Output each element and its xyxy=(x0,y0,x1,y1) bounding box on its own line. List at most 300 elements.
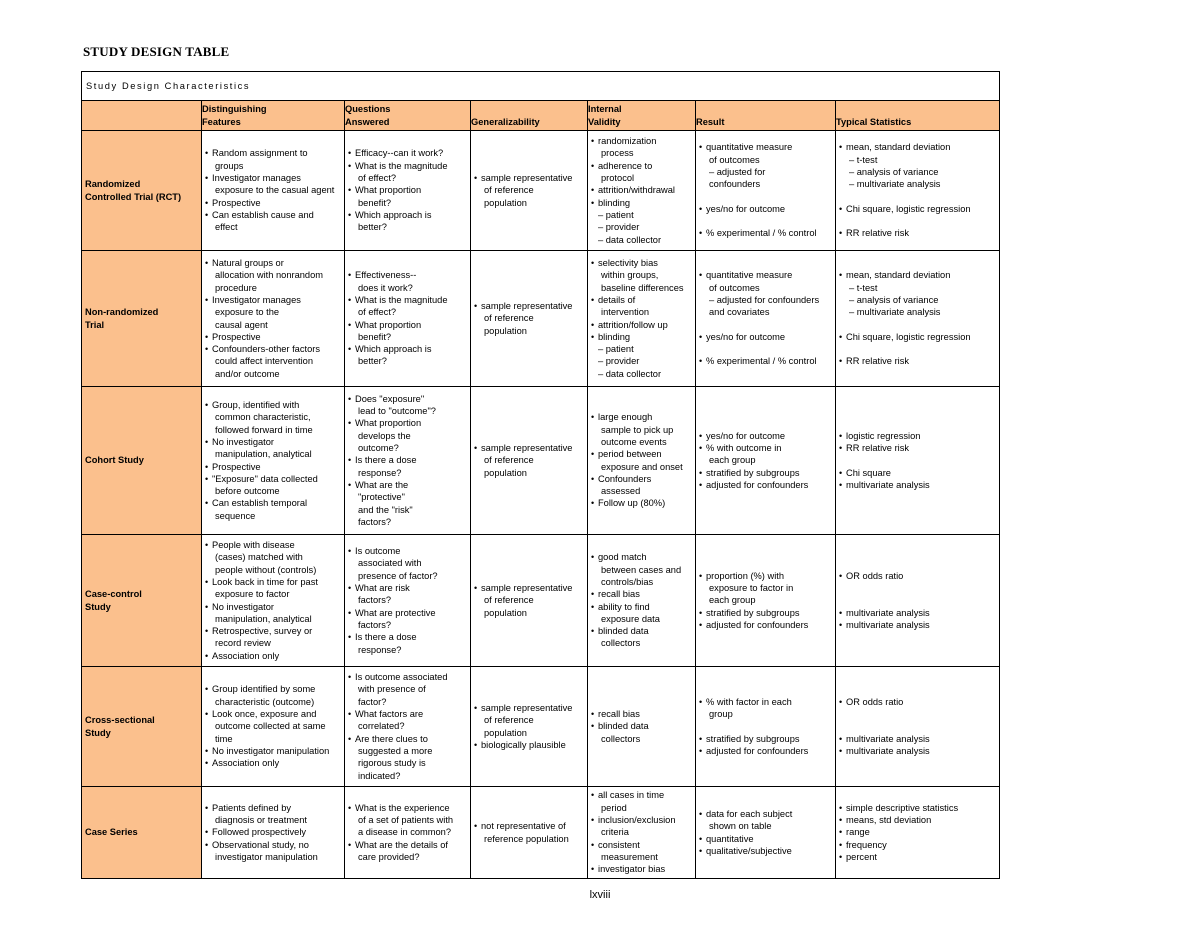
bullet-continuation: and covariates xyxy=(709,307,770,318)
table-cell xyxy=(836,535,1000,667)
bullet-continuation: collectors xyxy=(601,733,641,744)
bullet-item: • Follow up (80%) xyxy=(591,497,692,509)
bullet-continuation: – patient xyxy=(598,209,634,220)
bullet-continuation: collectors xyxy=(601,638,641,649)
bullet-item: • Confounders-other factors xyxy=(205,343,341,355)
column-header xyxy=(82,101,202,131)
bullet-continuation: confounders xyxy=(709,179,761,190)
bullet-continuation: shown on table xyxy=(709,821,772,832)
table-cell xyxy=(471,667,588,787)
table-cell xyxy=(202,251,345,387)
column-header-line: Questions xyxy=(345,104,391,115)
bullet-continuation: exposure and onset xyxy=(601,461,683,472)
table-cell xyxy=(345,787,471,879)
table-row xyxy=(82,251,1000,387)
bullet-continuation: benefit? xyxy=(358,331,392,342)
bullet-continuation: sequence xyxy=(215,510,256,521)
bullet-continuation: better? xyxy=(358,222,387,233)
bullet-continuation: – provider xyxy=(598,356,640,367)
bullet-item: • quantitative measure xyxy=(699,269,832,281)
bullet-item: • stratified by subgroups xyxy=(699,733,832,745)
table-cell xyxy=(588,535,696,667)
bullet-continuation: group xyxy=(709,709,733,720)
table-cell xyxy=(836,251,1000,387)
bullet-item: • blinding xyxy=(591,197,692,209)
table-cell xyxy=(202,667,345,787)
bullet-continuation: of reference xyxy=(484,313,534,324)
bullet-continuation: care provided? xyxy=(358,851,420,862)
table-cell xyxy=(345,131,471,251)
bullet-item: • randomization xyxy=(591,135,692,147)
table-cell xyxy=(836,387,1000,535)
table-cell xyxy=(471,387,588,535)
row-label-line: Cross-sectional xyxy=(85,715,155,726)
bullet-item: • stratified by subgroups xyxy=(699,607,832,619)
spacer xyxy=(699,319,832,331)
bullet-item: • recall bias xyxy=(591,588,692,600)
bullet-continuation: investigator manipulation xyxy=(215,851,318,862)
bullet-item: • data for each subject xyxy=(699,808,832,820)
spacer xyxy=(839,594,996,606)
bullet-item: • Prospective xyxy=(205,331,341,343)
bullet-item: • consistent xyxy=(591,839,692,851)
bullet-item: • Association only xyxy=(205,757,341,769)
spacer xyxy=(839,191,996,203)
bullet-item: • OR odds ratio xyxy=(839,570,996,582)
bullet-continuation: presence of factor? xyxy=(358,570,438,581)
bullet-item: • proportion (%) with xyxy=(699,570,832,582)
bullet-item: • investigator bias xyxy=(591,863,692,875)
bullet-continuation: – t-test xyxy=(849,154,878,165)
bullet-item: • What is the magnitude xyxy=(348,294,467,306)
column-header-line: Internal xyxy=(588,104,622,115)
bullet-item: • Efficacy--can it work? xyxy=(348,147,467,159)
bullet-item: • sample representative xyxy=(474,300,584,312)
bullet-continuation: – adjusted for confounders xyxy=(709,294,820,305)
column-header-line xyxy=(82,116,201,128)
bullet-continuation: – analysis of variance xyxy=(849,166,939,177)
bullet-item: • OR odds ratio xyxy=(839,696,996,708)
table-cell xyxy=(696,251,836,387)
column-header xyxy=(696,101,836,131)
bullet-item: • Is outcome xyxy=(348,545,467,557)
bullet-item: • What proportion xyxy=(348,417,467,429)
bullet-continuation: suggested a more xyxy=(358,745,433,756)
bullet-item: • attrition/follow up xyxy=(591,319,692,331)
row-label-line: Randomized xyxy=(85,179,141,190)
column-header-row xyxy=(82,101,1000,131)
bullet-continuation: causal agent xyxy=(215,319,268,330)
bullet-item: • blinded data xyxy=(591,720,692,732)
bullet-continuation: a disease in common? xyxy=(358,827,452,838)
bullet-item: • recall bias xyxy=(591,708,692,720)
column-header-line xyxy=(82,103,201,115)
bullet-continuation: between cases and xyxy=(601,564,682,575)
table-cell xyxy=(345,535,471,667)
bullet-continuation: characteristic (outcome) xyxy=(215,696,315,707)
bullet-item: • Confounders xyxy=(591,473,692,485)
bullet-item: • Is there a dose xyxy=(348,631,467,643)
bullet-continuation: exposure to the casual agent xyxy=(215,185,335,196)
bullet-item: • sample representative xyxy=(474,702,584,714)
bullet-continuation: indicated? xyxy=(358,770,401,781)
bullet-item: • biologically plausible xyxy=(474,739,584,751)
table-cell xyxy=(696,131,836,251)
bullet-continuation: exposure to factor xyxy=(215,589,290,600)
table-cell xyxy=(588,251,696,387)
bullet-item: • percent xyxy=(839,851,996,863)
bullet-item: • What are the xyxy=(348,479,467,491)
bullet-item: • Chi square, logistic regression xyxy=(839,203,996,215)
bullet-item: • "Exposure" data collected xyxy=(205,473,341,485)
column-header-line xyxy=(471,103,587,115)
bullet-continuation: factor? xyxy=(358,696,387,707)
bullet-continuation: before outcome xyxy=(215,486,280,497)
table-cell xyxy=(345,251,471,387)
row-label xyxy=(82,667,202,787)
bullet-item: • No investigator xyxy=(205,601,341,613)
spacer xyxy=(839,319,996,331)
table-cell xyxy=(345,667,471,787)
bullet-item: • multivariate analysis xyxy=(839,479,996,491)
bullet-item: • adjusted for confounders xyxy=(699,619,832,631)
bullet-item: • Which approach is xyxy=(348,209,467,221)
bullet-item: • Look once, exposure and xyxy=(205,708,341,720)
row-label-line: Case Series xyxy=(85,827,138,838)
bullet-continuation: exposure to the xyxy=(215,307,280,318)
bullet-continuation: factors? xyxy=(358,516,392,527)
row-label xyxy=(82,535,202,667)
bullet-item: • ability to find xyxy=(591,601,692,613)
bullet-item: • adjusted for confounders xyxy=(699,479,832,491)
bullet-continuation: allocation with nonrandom xyxy=(215,270,324,281)
bullet-continuation: response? xyxy=(358,644,402,655)
table-row xyxy=(82,667,1000,787)
bullet-item: • Retrospective, survey or xyxy=(205,625,341,637)
bullet-item: • Can establish temporal xyxy=(205,497,341,509)
column-header-line: Features xyxy=(202,116,241,127)
bullet-continuation: – provider xyxy=(598,222,640,233)
column-header-line: Generalizability xyxy=(471,116,540,127)
bullet-item: • Followed prospectively xyxy=(205,826,341,838)
table-cell xyxy=(588,131,696,251)
table-row xyxy=(82,131,1000,251)
document-title: STUDY DESIGN TABLE xyxy=(83,44,230,59)
bullet-item: • Is there a dose xyxy=(348,454,467,466)
bullet-continuation: – t-test xyxy=(849,282,878,293)
row-label xyxy=(82,131,202,251)
table-cell xyxy=(202,387,345,535)
bullet-item: • RR relative risk xyxy=(839,227,996,239)
table-row xyxy=(82,787,1000,879)
bullet-continuation: groups xyxy=(215,160,244,171)
bullet-item: • yes/no for outcome xyxy=(699,331,832,343)
row-label-line: Study xyxy=(85,601,111,612)
bullet-item: • No investigator xyxy=(205,436,341,448)
bullet-item: • Look back in time for past xyxy=(205,576,341,588)
bullet-item: • qualitative/subjective xyxy=(699,845,832,857)
row-label xyxy=(82,251,202,387)
bullet-item: • sample representative xyxy=(474,582,584,594)
row-label-line: Controlled Trial (RCT) xyxy=(85,191,182,202)
bullet-continuation: population xyxy=(484,607,527,618)
bullet-item: • blinding xyxy=(591,331,692,343)
bullet-continuation: response? xyxy=(358,467,402,478)
bullet-item: • Observational study, no xyxy=(205,839,341,851)
table-row xyxy=(82,387,1000,535)
table-cell xyxy=(588,667,696,787)
bullet-continuation: assessed xyxy=(601,486,641,497)
bullet-item: • details of xyxy=(591,294,692,306)
bullet-item: • Can establish cause and xyxy=(205,209,341,221)
spacer xyxy=(699,720,832,732)
bullet-item: • multivariate analysis xyxy=(839,619,996,631)
bullet-continuation: better? xyxy=(358,356,387,367)
spacer xyxy=(839,720,996,732)
bullet-continuation: diagnosis or treatment xyxy=(215,815,307,826)
column-header xyxy=(836,101,1000,131)
bullet-continuation: with presence of xyxy=(358,684,426,695)
bullet-item: • period between xyxy=(591,448,692,460)
bullet-continuation: "protective" xyxy=(358,492,405,503)
bullet-item: • What are protective xyxy=(348,607,467,619)
bullet-continuation: baseline differences xyxy=(601,282,684,293)
table-heading: Study Design Characteristics xyxy=(82,72,1000,101)
spacer xyxy=(839,454,996,466)
bullet-continuation: each group xyxy=(709,595,756,606)
bullet-item: • multivariate analysis xyxy=(839,745,996,757)
table-cell xyxy=(696,667,836,787)
row-label-line: Cohort Study xyxy=(85,455,144,466)
table-cell xyxy=(836,787,1000,879)
bullet-item: • What proportion xyxy=(348,319,467,331)
row-label-line: Non-randomized xyxy=(85,307,159,318)
bullet-continuation: of reference xyxy=(484,595,534,606)
bullet-item: • % experimental / % control xyxy=(699,227,832,239)
table-cell xyxy=(202,787,345,879)
bullet-continuation: could affect intervention xyxy=(215,356,314,367)
bullet-item: • sample representative xyxy=(474,172,584,184)
bullet-continuation: process xyxy=(601,148,634,159)
bullet-continuation: factors? xyxy=(358,619,392,630)
table-cell xyxy=(471,787,588,879)
bullet-continuation: reference population xyxy=(484,833,569,844)
bullet-item: • Prospective xyxy=(205,461,341,473)
bullet-item: • Chi square, logistic regression xyxy=(839,331,996,343)
bullet-continuation: measurement xyxy=(601,851,658,862)
bullet-item: • mean, standard deviation xyxy=(839,269,996,281)
spacer xyxy=(699,215,832,227)
bullet-continuation: procedure xyxy=(215,282,257,293)
row-label xyxy=(82,387,202,535)
bullet-continuation: associated with xyxy=(358,558,422,569)
bullet-item: • good match xyxy=(591,551,692,563)
bullet-item: • Association only xyxy=(205,650,341,662)
table-cell xyxy=(836,131,1000,251)
bullet-item: • inclusion/exclusion xyxy=(591,814,692,826)
bullet-continuation: factors? xyxy=(358,595,392,606)
bullet-item: • yes/no for outcome xyxy=(699,203,832,215)
bullet-item: • range xyxy=(839,826,996,838)
bullet-continuation: of reference xyxy=(484,455,534,466)
bullet-continuation: outcome collected at same xyxy=(215,721,326,732)
page-number: lxviii xyxy=(589,889,611,901)
bullet-item: • RR relative risk xyxy=(839,442,996,454)
bullet-item: • No investigator manipulation xyxy=(205,745,341,757)
bullet-continuation: manipulation, analytical xyxy=(215,613,312,624)
bullet-continuation: manipulation, analytical xyxy=(215,449,312,460)
bullet-item: • Is outcome associated xyxy=(348,671,467,683)
table-cell xyxy=(588,787,696,879)
bullet-continuation: controls/bias xyxy=(601,576,654,587)
bullet-item: • not representative of xyxy=(474,820,584,832)
bullet-item: • sample representative xyxy=(474,442,584,454)
bullet-item: • Prospective xyxy=(205,197,341,209)
bullet-item: • % with outcome in xyxy=(699,442,832,454)
row-label-line: Trial xyxy=(85,319,105,330)
bullet-item: • yes/no for outcome xyxy=(699,430,832,442)
table-cell xyxy=(471,251,588,387)
bullet-item: • all cases in time xyxy=(591,789,692,801)
bullet-continuation: protocol xyxy=(601,173,635,184)
table-cell xyxy=(345,387,471,535)
bullet-continuation: population xyxy=(484,325,527,336)
spacer xyxy=(699,191,832,203)
table-cell xyxy=(696,535,836,667)
column-header-line: Typical Statistics xyxy=(836,116,912,127)
bullet-continuation: develops the xyxy=(358,430,411,441)
bullet-continuation: of reference xyxy=(484,715,534,726)
bullet-continuation: exposure to factor in xyxy=(709,583,794,594)
table-cell xyxy=(696,787,836,879)
bullet-item: • Are there clues to xyxy=(348,733,467,745)
bullet-item: • adjusted for confounders xyxy=(699,745,832,757)
table-cell xyxy=(202,131,345,251)
table-banner-row xyxy=(82,72,1000,101)
bullet-item: • Patients defined by xyxy=(205,802,341,814)
bullet-continuation: common characteristic, xyxy=(215,412,311,423)
spacer xyxy=(699,343,832,355)
bullet-item: • simple descriptive statistics xyxy=(839,802,996,814)
column-header xyxy=(588,101,696,131)
bullet-item: • Group, identified with xyxy=(205,399,341,411)
spacer xyxy=(839,582,996,594)
bullet-item: • mean, standard deviation xyxy=(839,141,996,153)
bullet-item: • What is the experience xyxy=(348,802,467,814)
bullet-item: • means, std deviation xyxy=(839,814,996,826)
bullet-continuation: rigorous study is xyxy=(358,758,426,769)
bullet-item: • quantitative xyxy=(699,833,832,845)
bullet-continuation: period xyxy=(601,802,627,813)
bullet-item: • adherence to xyxy=(591,160,692,172)
bullet-item: • quantitative measure xyxy=(699,141,832,153)
bullet-continuation: and the "risk" xyxy=(358,504,413,515)
column-header-line: Result xyxy=(696,116,725,127)
column-header-line xyxy=(696,103,835,115)
bullet-item: • blinded data xyxy=(591,625,692,637)
bullet-item: • multivariate analysis xyxy=(839,607,996,619)
column-header xyxy=(202,101,345,131)
spacer xyxy=(839,215,996,227)
bullet-continuation: intervention xyxy=(601,307,650,318)
bullet-item: • Group identified by some xyxy=(205,683,341,695)
row-label-line: Case-control xyxy=(85,589,142,600)
bullet-item: • What proportion xyxy=(348,184,467,196)
spacer xyxy=(839,343,996,355)
bullet-item: • Effectiveness-- xyxy=(348,269,467,281)
bullet-continuation: lead to "outcome"? xyxy=(358,406,436,417)
table-cell xyxy=(202,535,345,667)
column-header-line xyxy=(836,103,999,115)
bullet-continuation: of reference xyxy=(484,185,534,196)
bullet-item: • Chi square xyxy=(839,467,996,479)
bullet-item: • What are the details of xyxy=(348,839,467,851)
spacer xyxy=(839,708,996,720)
bullet-continuation: benefit? xyxy=(358,197,392,208)
column-header xyxy=(471,101,588,131)
bullet-item: • Investigator manages xyxy=(205,294,341,306)
bullet-continuation: (cases) matched with xyxy=(215,552,303,563)
bullet-continuation: followed forward in time xyxy=(215,424,313,435)
bullet-item: • Natural groups or xyxy=(205,257,341,269)
bullet-continuation: effect xyxy=(215,222,238,233)
bullet-item: • What is the magnitude xyxy=(348,160,467,172)
bullet-continuation: – patient xyxy=(598,344,634,355)
bullet-item: • RR relative risk xyxy=(839,355,996,367)
bullet-continuation: sample to pick up xyxy=(601,424,674,435)
bullet-continuation: of outcomes xyxy=(709,154,760,165)
table-cell xyxy=(471,131,588,251)
bullet-item: • Random assignment to xyxy=(205,147,341,159)
table-cell xyxy=(836,667,1000,787)
bullet-continuation: of effect? xyxy=(358,307,397,318)
bullet-continuation: exposure data xyxy=(601,613,660,624)
bullet-continuation: population xyxy=(484,197,527,208)
row-label-line: Study xyxy=(85,727,111,738)
bullet-continuation: outcome events xyxy=(601,436,667,447)
bullet-continuation: population xyxy=(484,467,527,478)
bullet-continuation: of effect? xyxy=(358,173,397,184)
bullet-continuation: and/or outcome xyxy=(215,368,280,379)
bullet-continuation: – adjusted for xyxy=(709,166,766,177)
bullet-continuation: time xyxy=(215,733,233,744)
bullet-continuation: outcome? xyxy=(358,443,399,454)
bullet-continuation: people without (controls) xyxy=(215,564,317,575)
bullet-item: • What are risk xyxy=(348,582,467,594)
table-cell xyxy=(471,535,588,667)
row-label xyxy=(82,787,202,879)
bullet-continuation: of a set of patients with xyxy=(358,815,454,826)
bullet-continuation: – multivariate analysis xyxy=(849,307,941,318)
bullet-continuation: correlated? xyxy=(358,721,405,732)
bullet-item: • Which approach is xyxy=(348,343,467,355)
bullet-continuation: – data collector xyxy=(598,368,662,379)
bullet-continuation: each group xyxy=(709,455,756,466)
bullet-continuation: population xyxy=(484,727,527,738)
bullet-continuation: does it work? xyxy=(358,282,413,293)
bullet-item: • multivariate analysis xyxy=(839,733,996,745)
bullet-continuation: record review xyxy=(215,638,271,649)
bullet-item: • % with factor in each xyxy=(699,696,832,708)
bullet-item: • large enough xyxy=(591,411,692,423)
column-header xyxy=(345,101,471,131)
bullet-item: • frequency xyxy=(839,839,996,851)
bullet-item: • Investigator manages xyxy=(205,172,341,184)
bullet-continuation: criteria xyxy=(601,827,629,838)
bullet-item: • logistic regression xyxy=(839,430,996,442)
bullet-continuation: – analysis of variance xyxy=(849,294,939,305)
column-header-line: Validity xyxy=(588,116,621,127)
